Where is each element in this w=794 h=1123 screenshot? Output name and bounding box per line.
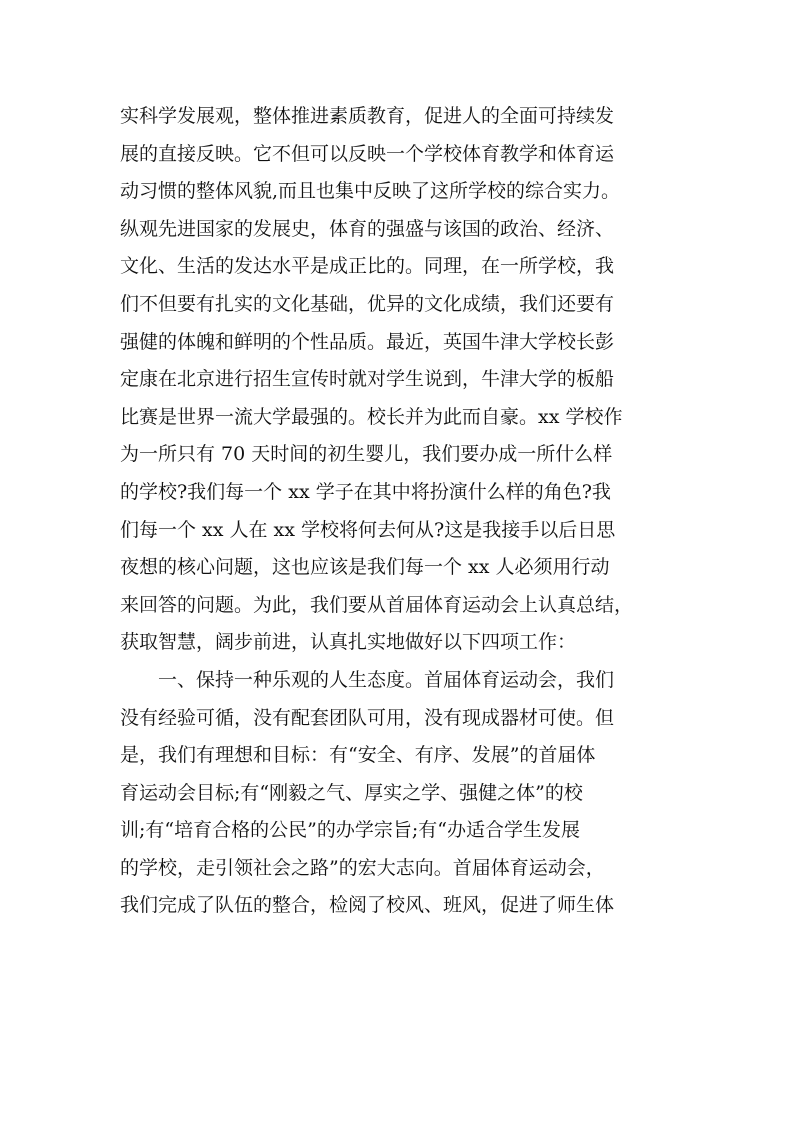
text-line: 为一所只有 70 天时间的初生婴儿，我们要办成一所什么样 [120,443,613,466]
text-line: 训;有“培育合格的公民”的办学宗旨;有“办适合学生发展 [120,819,580,842]
text-line: 动习惯的整体风貌,而且也集中反映了这所学校的综合实力。 [120,180,621,203]
text-line: 实科学发展观，整体推进素质教育，促进人的全面可持续发 [120,105,615,127]
text-line: 来回答的问题。为此，我们要从首届体育运动会上认真总结， [120,593,634,616]
text-line: 育运动会目标;有“刚毅之气、厚实之学、强健之体”的校 [120,781,583,804]
text-line: 的学校?我们每一个 xx 学子在其中将扮演什么样的角色?我 [120,480,611,503]
paragraph-start-line: 一、保持一种乐观的人生态度。首届体育运动会，我们 [158,668,615,691]
text-line: 们每一个 xx 人在 xx 学校将何去何从?这是我接手以后日思 [120,518,616,541]
text-line: 纵观先进国家的发展史，体育的强盛与该国的政治、经济、 [120,217,615,240]
text-line: 是，我们有理想和目标：有“安全、有序、发展”的首届体 [120,744,596,767]
text-line: 比赛是世界一流大学最强的。校长并为此而自豪。xx 学校作 [120,405,623,428]
text-line: 的学校，走引领社会之路”的宏大志向。首届体育运动会， [120,856,605,879]
text-line: 展的直接反映。它不但可以反映一个学校体育教学和体育运 [120,142,615,165]
text-line: 我们完成了队伍的整合，检阅了校风、班风，促进了师生体 [120,894,615,917]
text-line: 夜想的核心问题，这也应该是我们每一个 xx 人必须用行动 [120,556,610,579]
text-line: 获取智慧，阔步前进，认真扎实地做好以下四项工作： [120,631,577,654]
text-line: 定康在北京进行招生宣传时就对学生说到，牛津大学的板船 [120,368,615,391]
body-text [120,98,720,925]
text-line: 强健的体魄和鲜明的个性品质。最近，英国牛津大学校长彭 [120,330,615,353]
text-line: 文化、生活的发达水平是成正比的。同理，在一所学校，我 [120,255,615,278]
text-line: 们不但要有扎实的文化基础，优异的文化成绩，我们还要有 [120,292,615,315]
text-line: 没有经验可循，没有配套团队可用，没有现成器材可使。但 [120,706,615,729]
